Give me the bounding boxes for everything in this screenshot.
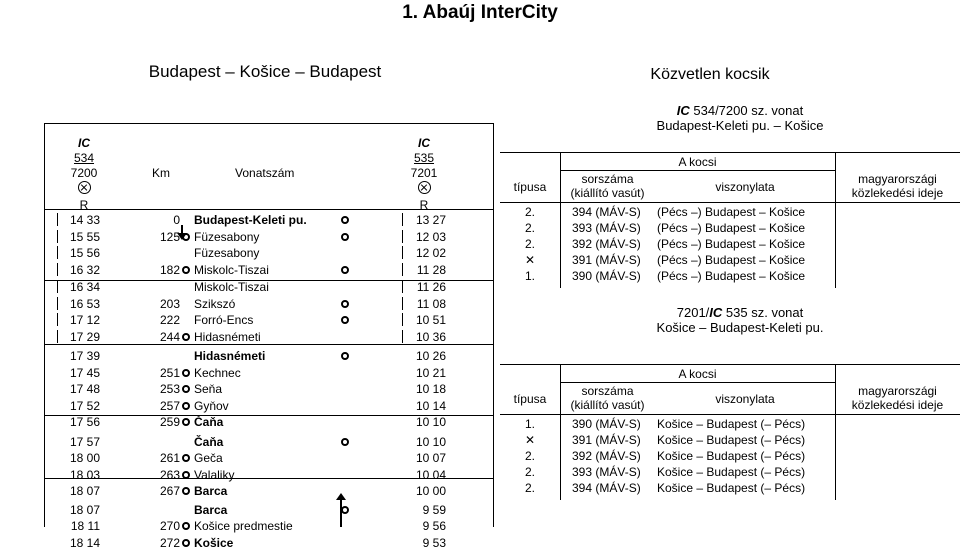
station-name: Hidasnémeti: [194, 330, 261, 344]
station-name: Hidasnémeti: [194, 349, 266, 363]
km-value: 125: [159, 230, 180, 244]
stop-icon: [341, 438, 349, 446]
station-name: Miskolc-Tiszai: [194, 280, 269, 294]
coach-relation: Košice – Budapest (– Pécs): [657, 417, 806, 431]
departure-time: 18 07: [69, 484, 100, 498]
coach-number: 394 (MÁV-S): [572, 205, 641, 219]
stop-icon: [182, 385, 190, 393]
restaurant-icon: [78, 181, 91, 194]
km-value: 203: [159, 297, 180, 311]
timetable-title: Budapest – Košice – Budapest: [148, 62, 382, 81]
table-row: [44, 535, 494, 551]
coach-table-2-caption: [570, 305, 910, 335]
km-value: 267: [159, 484, 180, 498]
type-header: típusa: [513, 392, 547, 406]
departure-time: 17 29: [69, 330, 100, 344]
table-row: [44, 279, 494, 295]
left-train-number: 534: [73, 151, 95, 165]
arrival-time: 9 59: [422, 503, 446, 517]
arrival-time: 11 28: [416, 263, 446, 277]
departure-time: 17 57: [69, 435, 100, 449]
coach-number: 393 (MÁV-S): [572, 465, 641, 479]
timeline-bar: [402, 246, 403, 259]
station-name: Miskolc-Tiszai: [194, 263, 269, 277]
departure-time: 15 55: [69, 230, 100, 244]
km-value: 244: [159, 330, 180, 344]
number-header-line1: sorszáma: [581, 384, 634, 398]
table-rule: [500, 364, 960, 365]
timeline-bar: [402, 230, 403, 243]
number-header-line2: (kiállító vasút): [570, 398, 645, 412]
km-value: 272: [159, 536, 180, 550]
coach-relation: Košice – Budapest (– Pécs): [657, 449, 806, 463]
arrival-time: 10 21: [415, 366, 446, 380]
table-row: [44, 348, 494, 364]
left-train-category: IC: [78, 136, 90, 150]
coach-type: ✕: [524, 253, 536, 267]
page-title: 1. Abaúj InterCity: [402, 2, 558, 23]
right-train-number2: 7201: [410, 166, 438, 180]
km-value: 182: [159, 263, 180, 277]
departure-time: 18 11: [70, 519, 100, 533]
right-train-number: 535: [413, 151, 435, 165]
coach-number: 394 (MÁV-S): [572, 481, 641, 495]
coach-number: 393 (MÁV-S): [572, 221, 641, 235]
number-header: [560, 172, 655, 200]
stop-icon: [182, 454, 190, 462]
relation-header: viszonylata: [715, 180, 775, 194]
coach-relation: Košice – Budapest (– Pécs): [657, 433, 806, 447]
arrival-time: 12 03: [415, 230, 446, 244]
stop-icon: [182, 487, 190, 495]
coach-number: 391 (MÁV-S): [572, 253, 641, 267]
stop-icon: [182, 522, 190, 530]
arrival-time: 9 53: [422, 536, 446, 550]
arrival-time: 10 51: [415, 313, 446, 327]
arrival-time: 10 07: [415, 451, 446, 465]
departure-time: 17 12: [69, 313, 100, 327]
arrival-time: 12 02: [415, 246, 446, 260]
time-header-line1: magyarországi: [858, 172, 937, 186]
table-row: [44, 262, 494, 278]
table-row: [44, 245, 494, 261]
departure-time: 16 53: [69, 297, 100, 311]
left-train-number2: 7200: [70, 166, 98, 180]
table-row: [44, 398, 494, 414]
km-value: [140, 245, 180, 261]
table-row: [44, 212, 494, 228]
stop-icon: [182, 333, 190, 341]
station-name: Budapest-Keleti pu.: [194, 213, 307, 227]
km-header: Km: [152, 166, 170, 180]
station-name: Čaňa: [194, 415, 224, 429]
coach-relation: Košice – Budapest (– Pécs): [657, 465, 806, 479]
km-value: 257: [159, 399, 180, 413]
stop-icon: [182, 471, 190, 479]
table-rule: [500, 152, 960, 153]
coach-table-2: [500, 364, 960, 504]
departure-time: 16 34: [69, 280, 100, 294]
timeline-bar: [402, 313, 403, 326]
time-header-line2: közlekedési ideje: [851, 398, 944, 412]
coach-type: 2.: [524, 481, 535, 495]
ic-logo: IC: [709, 305, 723, 320]
departure-time: 14 33: [69, 213, 100, 227]
time-header-line1: magyarországi: [858, 384, 937, 398]
arrival-time: 13 27: [415, 213, 446, 227]
coach-number: 391 (MÁV-S): [572, 433, 641, 447]
coach-relation: (Pécs –) Budapest – Košice: [657, 269, 806, 283]
right-train-header: [392, 136, 456, 213]
coach-relation: (Pécs –) Budapest – Košice: [657, 205, 806, 219]
departure-time: 16 32: [69, 263, 100, 277]
km-value: 259: [159, 415, 180, 429]
coach-number: 390 (MÁV-S): [572, 269, 641, 283]
coach-table-2-train-pre: 7201/: [676, 305, 710, 320]
coach-type: 2.: [524, 205, 535, 219]
arrival-time: 10 18: [415, 382, 446, 396]
train-number-header: Vonatszám: [235, 166, 295, 180]
left-train-header: [52, 136, 116, 213]
arrival-time: 10 26: [415, 349, 446, 363]
stop-icon: [182, 539, 190, 547]
station-name: Valaliky: [194, 468, 235, 482]
km-value: [140, 434, 180, 450]
departure-time: 18 14: [69, 536, 100, 550]
arrival-time: 10 14: [415, 399, 446, 413]
table-row: [44, 312, 494, 328]
coach-table-1-caption: [570, 103, 910, 133]
timeline-bar: [402, 263, 403, 276]
station-name: Barca: [194, 484, 228, 498]
coach-type: 1.: [524, 417, 535, 431]
stop-icon: [182, 369, 190, 377]
coach-table-1-train: 534/7200 sz. vonat: [693, 103, 804, 118]
stop-icon: [341, 506, 349, 514]
km-value: 253: [159, 382, 180, 396]
departure-time: 17 45: [69, 366, 100, 380]
table-row: [44, 329, 494, 345]
km-value: [140, 348, 180, 364]
table-row: [44, 365, 494, 381]
relation-header: viszonylata: [715, 392, 775, 406]
station-name: Gyňov: [194, 399, 229, 413]
direct-coaches-title: Közvetlen kocsik: [650, 66, 770, 83]
coach-relation: Košice – Budapest (– Pécs): [657, 481, 806, 495]
table-row: [44, 483, 494, 499]
stop-icon: [341, 266, 349, 274]
coach-type: 2.: [524, 221, 535, 235]
timeline-bar: [402, 213, 403, 226]
coach-table-2-train: 535 sz. vonat: [725, 305, 804, 320]
station-name: Košice: [194, 536, 234, 550]
station-name: Füzesabony: [194, 230, 260, 244]
station-name: Kechnec: [194, 366, 241, 380]
arrival-time: 10 36: [415, 330, 446, 344]
table-row: [44, 296, 494, 312]
stop-icon: [182, 402, 190, 410]
arrival-time: 11 26: [416, 280, 446, 294]
timeline-bar: [402, 297, 403, 310]
coach-type: ✕: [524, 433, 536, 447]
table-row: [44, 467, 494, 483]
left-train-reservation: R: [79, 198, 89, 212]
right-train-category: IC: [418, 136, 430, 150]
stop-icon: [341, 316, 349, 324]
coach-relation: (Pécs –) Budapest – Košice: [657, 253, 806, 267]
km-value: 261: [159, 451, 180, 465]
departure-time: 18 07: [69, 503, 100, 517]
station-name: Barca: [194, 503, 228, 517]
coach-relation: (Pécs –) Budapest – Košice: [657, 221, 806, 235]
number-header: [560, 384, 655, 412]
departure-time: 18 03: [69, 468, 100, 482]
departure-time: 15 56: [69, 246, 100, 260]
time-header: [835, 172, 960, 200]
departure-time: 17 52: [69, 399, 100, 413]
number-header-line1: sorszáma: [581, 172, 634, 186]
table-rule: [560, 170, 835, 171]
km-value: 251: [159, 366, 180, 380]
stop-icon: [341, 216, 349, 224]
coach-type: 1.: [524, 269, 535, 283]
timetable: [44, 123, 494, 550]
arrival-time: 9 56: [422, 519, 446, 533]
station-name: Füzesabony: [194, 246, 260, 260]
restaurant-icon: [418, 181, 431, 194]
stop-icon: [341, 233, 349, 241]
coach-table-1-route: Budapest-Keleti pu. – Košice: [656, 118, 824, 133]
station-name: Geča: [194, 451, 223, 465]
right-train-reservation: R: [419, 198, 429, 212]
stop-icon: [341, 352, 349, 360]
departure-time: 18 00: [69, 451, 100, 465]
coach-type: 2.: [524, 237, 535, 251]
km-value: 270: [159, 519, 180, 533]
km-value: 0: [173, 213, 180, 227]
arrival-time: 10 04: [415, 468, 446, 482]
table-rule: [560, 382, 835, 383]
stop-icon: [182, 418, 190, 426]
station-name: Košice predmestie: [194, 519, 293, 533]
arrival-time: 10 10: [415, 415, 446, 429]
departure-time: 17 56: [69, 415, 100, 429]
time-header: [835, 384, 960, 412]
timeline-bar: [402, 330, 403, 343]
departure-time: 17 48: [69, 382, 100, 396]
arrival-time: 10 00: [415, 484, 446, 498]
coach-group-header: A kocsi: [678, 155, 717, 169]
table-rule: [500, 414, 960, 415]
station-name: Szikszó: [194, 297, 236, 311]
table-row: [44, 414, 494, 430]
table-rule: [44, 123, 494, 124]
coach-number: 390 (MÁV-S): [572, 417, 641, 431]
coach-number: 392 (MÁV-S): [572, 449, 641, 463]
table-row: [44, 518, 494, 534]
coach-type: 2.: [524, 465, 535, 479]
km-value: [140, 279, 180, 295]
table-rule: [500, 202, 960, 203]
table-row: [44, 434, 494, 450]
stop-icon: [182, 266, 190, 274]
coach-type: 2.: [524, 449, 535, 463]
arrival-time: 11 08: [416, 297, 446, 311]
km-value: [140, 502, 180, 518]
coach-table-1: [500, 152, 960, 292]
number-header-line2: (kiállító vasút): [570, 186, 645, 200]
ic-logo: IC: [676, 103, 690, 118]
stop-icon: [182, 233, 190, 241]
station-name: Čaňa: [194, 435, 224, 449]
coach-table-2-route: Košice – Budapest-Keleti pu.: [656, 320, 824, 335]
time-header-line2: közlekedési ideje: [851, 186, 944, 200]
timeline-bar: [402, 280, 403, 293]
table-row: [44, 381, 494, 397]
coach-number: 392 (MÁV-S): [572, 237, 641, 251]
arrival-time: 10 10: [415, 435, 446, 449]
station-name: Forró-Encs: [194, 313, 254, 327]
departure-time: 17 39: [69, 349, 100, 363]
stop-icon: [341, 300, 349, 308]
km-value: 263: [159, 468, 180, 482]
type-header: típusa: [513, 180, 547, 194]
coach-group-header: A kocsi: [678, 367, 717, 381]
table-row: [44, 502, 494, 518]
km-value: 222: [159, 313, 180, 327]
coach-relation: (Pécs –) Budapest – Košice: [657, 237, 806, 251]
table-row: [44, 229, 494, 245]
station-name: Seňa: [194, 382, 223, 396]
table-row: [44, 450, 494, 466]
